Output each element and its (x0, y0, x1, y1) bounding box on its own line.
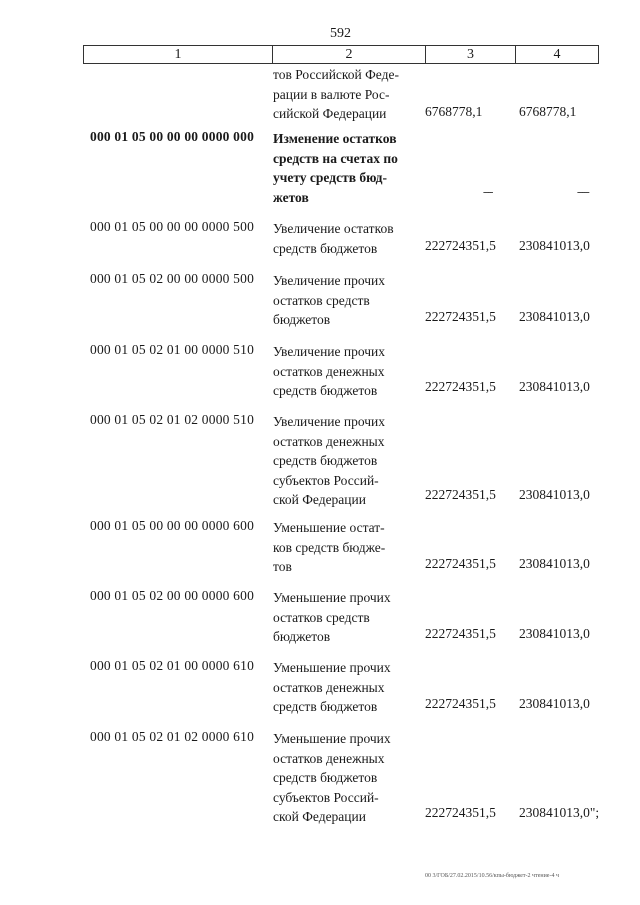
row-code: 000 01 05 02 00 00 0000 500 (90, 271, 255, 286)
value-col-3: 6768778,1 (425, 104, 483, 119)
value-col-3: 222724351,5 (425, 238, 496, 253)
row-description: тов Российской Феде- рации в валюте Рос- сийской Федерации (273, 67, 399, 121)
value-col-3: ---- (483, 187, 493, 198)
row-description: Уменьшение остат- ков средств бюдже- тов (273, 520, 386, 574)
row-description: Увеличение прочих остатков денежных средств бюджетов субъектов Россий- ской Федерации (273, 414, 386, 507)
value-col-4: 230841013,0 (519, 626, 590, 641)
row-description: Уменьшение прочих остатков денежных средств бюджетов субъектов Россий- ской Федерации (273, 731, 391, 824)
header-col-3: 3 (425, 46, 515, 63)
value-col-3: 222724351,5 (425, 379, 496, 394)
row-code: 000 01 05 02 01 00 0000 510 (90, 342, 255, 357)
row-code: 000 01 05 00 00 00 0000 000 (90, 129, 255, 144)
value-col-3: 222724351,5 (425, 309, 496, 324)
value-col-4: 230841013,0 (519, 238, 590, 253)
value-col-4: 230841013,0 (519, 556, 590, 571)
header-col-1: 1 (174, 47, 182, 62)
header-col-4: 4 (515, 46, 598, 63)
value-col-3: 222724351,5 (425, 556, 496, 571)
value-col-4: ----- (577, 187, 589, 198)
value-col-4: 230841013,0"; (519, 805, 600, 820)
row-description: Увеличение прочих остатков средств бюджетов (273, 273, 386, 327)
row-code: 000 01 05 00 00 00 0000 600 (90, 518, 255, 533)
value-col-3: 222724351,5 (425, 696, 496, 711)
header-col-2: 2 (272, 46, 425, 63)
row-description: Уменьшение прочих остатков денежных средств бюджетов (273, 660, 391, 714)
row-description: Изменение остатков средств на счетах по учету средств бюд- жетов (273, 131, 398, 205)
value-col-4: 230841013,0 (519, 379, 590, 394)
row-description: Увеличение остатков средств бюджетов (273, 221, 394, 256)
row-code: 000 01 05 02 01 00 0000 610 (90, 658, 255, 673)
value-col-4: 230841013,0 (519, 309, 590, 324)
value-col-4: 230841013,0 (519, 487, 590, 502)
value-col-4: 230841013,0 (519, 696, 590, 711)
table-header (83, 45, 599, 64)
value-col-3: 222724351,5 (425, 626, 496, 641)
value-col-3: 222724351,5 (425, 805, 496, 820)
row-code: 000 01 05 00 00 00 0000 500 (90, 219, 255, 234)
row-description: Уменьшение прочих остатков средств бюджетов (273, 590, 391, 644)
row-code: 000 01 05 02 00 00 0000 600 (90, 588, 255, 603)
document-footer: 00 3/ГОБ/27.02.2015/10.56/кпы-бюджет-2 чтение-4 ч (425, 873, 559, 879)
value-col-4: 6768778,1 (519, 104, 577, 119)
row-code: 000 01 05 02 01 02 0000 610 (90, 729, 255, 744)
row-code: 000 01 05 02 01 02 0000 510 (90, 412, 255, 427)
row-description: Увеличение прочих остатков денежных средств бюджетов (273, 344, 386, 398)
value-col-3: 222724351,5 (425, 487, 496, 502)
page-number: 592 (330, 26, 351, 41)
